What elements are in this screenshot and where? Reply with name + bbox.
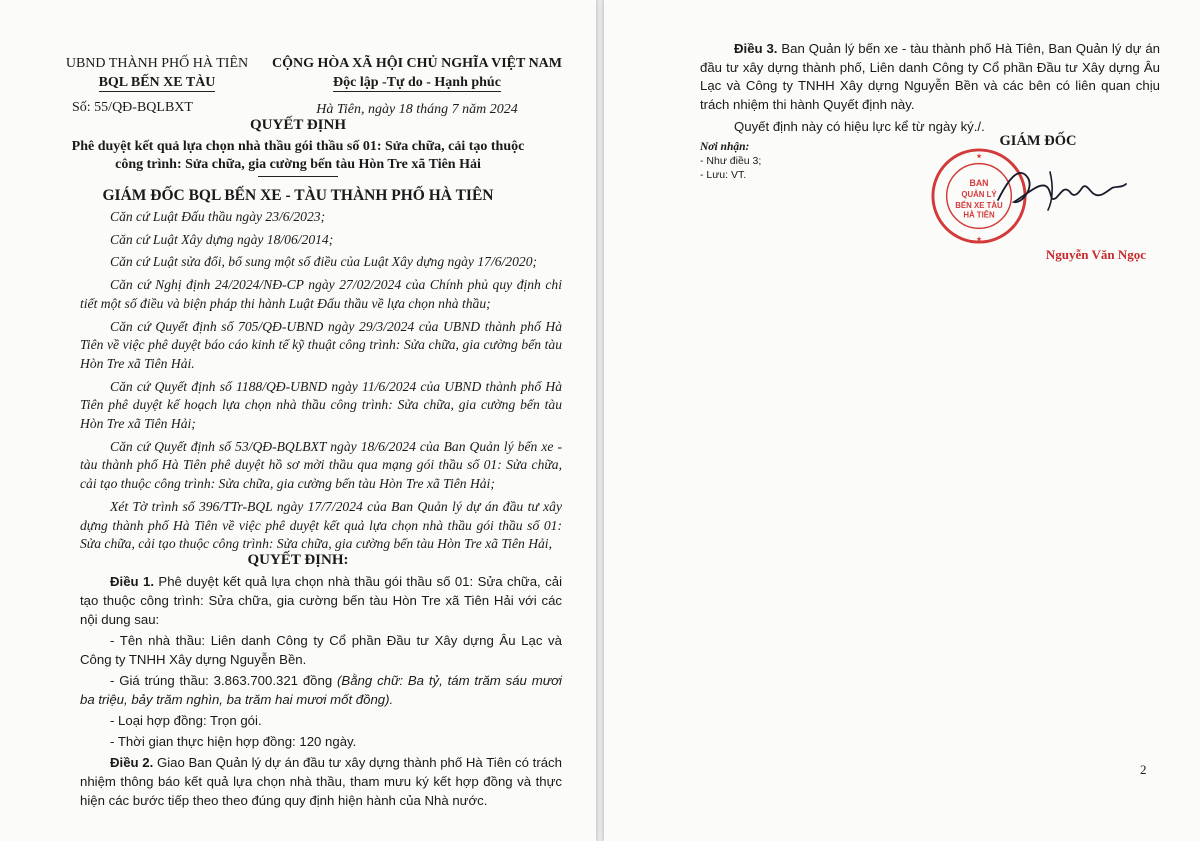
article-2 (80, 753, 562, 810)
legal-basis-item: Căn cứ Luật Đấu thầu ngày 23/6/2023; (110, 209, 326, 224)
recipient-item: - Như điều 3; (700, 155, 762, 167)
article-text: Ban Quản lý bến xe - tàu thành phố Hà Tiên, Ban Quản lý dự án đầu tư xây dựng thành phố, Liên danh Công ty Cổ phần Đầu tư Xây dựng Âu Lạc và Công ty TNHH Xây dựng Nguyễn Bền và các bên có liên quan chịu trách nhiệm thi hành Quyết định này. (700, 41, 1160, 112)
issuing-agency (62, 54, 252, 115)
country-name: CỘNG HÒA XÃ HỘI CHỦ NGHĨA VIỆT NAM (271, 56, 562, 71)
article-label: Điều 3. (734, 41, 778, 56)
decision-heading: QUYẾT ĐỊNH: (247, 552, 349, 568)
article-3-block (700, 40, 1160, 141)
svg-text:★: ★ (976, 153, 982, 160)
article-text: Phê duyệt kết quả lựa chọn nhà thầu gói thầu số 01: Sửa chữa, cải tạo thuộc công trình: Sửa chữa, gia cường bến tàu Hòn Tre xã Tiên Hải với các nội dung sau: (80, 574, 562, 627)
price-in-words: (Bằng chữ: Ba tỷ, tám trăm sáu mươi ba triệu, bảy trăm nghìn, ba trăm hai mươi mốt đồng). (80, 673, 562, 707)
issue-date: Hà Tiên, ngày 18 tháng 7 năm 2024 (316, 102, 518, 117)
legal-basis-item: Căn cứ Luật Xây dựng ngày 18/06/2014; (110, 231, 334, 247)
svg-text:BAN: BAN (969, 178, 989, 189)
price-line (80, 671, 562, 709)
effective-clause: Quyết định này có hiệu lực kể từ ngày ký./. (734, 119, 985, 134)
recipients-title: Nơi nhận: (700, 141, 750, 153)
legal-basis-item: Căn cứ Quyết định số 1188/QĐ-UBND ngày 11/6/2024 của UBND thành phố Hà Tiên phê duyệt kế hoạch lựa chọn nhà thầu công trình: Sửa chữa, gia cường bến tàu Hòn Tre xã Tiên Hải; (80, 378, 562, 432)
article-label: Điều 1. (110, 574, 154, 589)
signer-title: GIÁM ĐỐC (999, 133, 1077, 149)
legal-basis-item: Căn cứ Quyết định số 53/QĐ-BQLBXT ngày 18/6/2024 của Ban Quản lý bến xe - tàu thành phố Hà Tiên phê duyệt hồ sơ mời thầu qua mạng gói thầu số 01: Sửa chữa, cải tạo thuộc công trình: Sửa chữa, gia cường bến tàu Hòn Tre xã Tiên Hải; (80, 438, 562, 492)
document-subtitle (70, 138, 526, 177)
svg-text:HÀ TIÊN: HÀ TIÊN (963, 210, 995, 220)
svg-text:★: ★ (976, 237, 982, 244)
legal-bases (80, 208, 562, 558)
agency-name: BQL BẾN XE TÀU (98, 75, 216, 90)
agency-parent: UBND THÀNH PHỐ HÀ TIÊN (65, 56, 249, 71)
price-value: - Giá trúng thầu: 3.863.700.321 đồng (110, 673, 338, 688)
contract-type-line: - Loại hợp đồng: Trọn gói. (110, 713, 262, 728)
authority-heading: GIÁM ĐỐC BQL BẾN XE - TÀU THÀNH PHỐ HÀ TIÊN (102, 187, 494, 204)
document-number: Số: 55/QĐ-BQLBXT (72, 100, 193, 115)
legal-basis-item: Xét Tờ trình số 396/TTr-BQL ngày 17/7/2024 của Ban Quản lý dự án đầu tư xây dựng thành phố Hà Tiên về việc phê duyệt kết quả lựa chọn nhà thầu gói thầu số 01: Sửa chữa, cải tạo thuộc công trình: Sửa chữa, gia cường bến tàu Hòn Tre xã Tiên Hải, (80, 498, 562, 552)
recipient-item: - Lưu: VT. (700, 169, 747, 181)
subtitle-line: công trình: Sửa chữa, gia cường bến tàu Hòn Tre xã Tiên Hải (115, 157, 481, 172)
national-heading (262, 54, 572, 119)
article-3 (700, 40, 1160, 114)
article-text: Giao Ban Quản lý dự án đầu tư xây dựng thành phố Hà Tiên có trách nhiệm thông báo kết quả lựa chọn nhà thầu, tham mưu ký kết hợp đồng và thực hiện các bước tiếp theo theo đúng quy định hiện hành của Nhà nước. (80, 755, 562, 808)
article-label: Điều 2. (110, 755, 154, 770)
document-title: QUYẾT ĐỊNH (250, 117, 346, 133)
signer-name: Nguyễn Văn Ngọc (1045, 247, 1147, 262)
subtitle-line: Phê duyệt kết quả lựa chọn nhà thầu gói thầu số 01: Sửa chữa, cải tạo thuộc (71, 139, 525, 154)
national-motto: Độc lập -Tự do - Hạnh phúc (333, 75, 501, 90)
svg-text:BẾN XE TÀU: BẾN XE TÀU (955, 200, 1003, 210)
legal-basis-item: Căn cứ Nghị định 24/2024/NĐ-CP ngày 27/02/2024 của Chính phủ quy định chi tiết một số điều và biện pháp thi hành Luật Đấu thầu về lựa chọn nhà thầu; (80, 277, 562, 311)
contractor-line: - Tên nhà thầu: Liên danh Công ty Cổ phần Đầu tư Xây dựng Âu Lạc và Công ty TNHH Xây dựng Nguyễn Bền. (80, 633, 562, 667)
article-1 (80, 572, 562, 629)
decision-articles (80, 572, 562, 812)
handwritten-signature-icon (990, 158, 1130, 218)
recipients (700, 140, 761, 182)
document-page-1 (0, 0, 596, 841)
duration-line: - Thời gian thực hiện hợp đồng: 120 ngày. (110, 734, 357, 749)
legal-basis-item: Căn cứ Luật sửa đổi, bổ sung một số điều của Luật Xây dựng ngày 17/6/2020; (110, 254, 538, 270)
svg-text:QUẢN LÝ: QUẢN LÝ (961, 189, 997, 199)
legal-basis-item: Căn cứ Quyết định số 705/QĐ-UBND ngày 29/3/2024 của UBND thành phố Hà Tiên về việc phê duyệt báo cáo kinh tế kỹ thuật công trình: Sửa chữa, gia cường bến tàu Hòn Tre xã Tiên Hải. (80, 318, 562, 371)
page-number: 2 (1140, 762, 1147, 777)
